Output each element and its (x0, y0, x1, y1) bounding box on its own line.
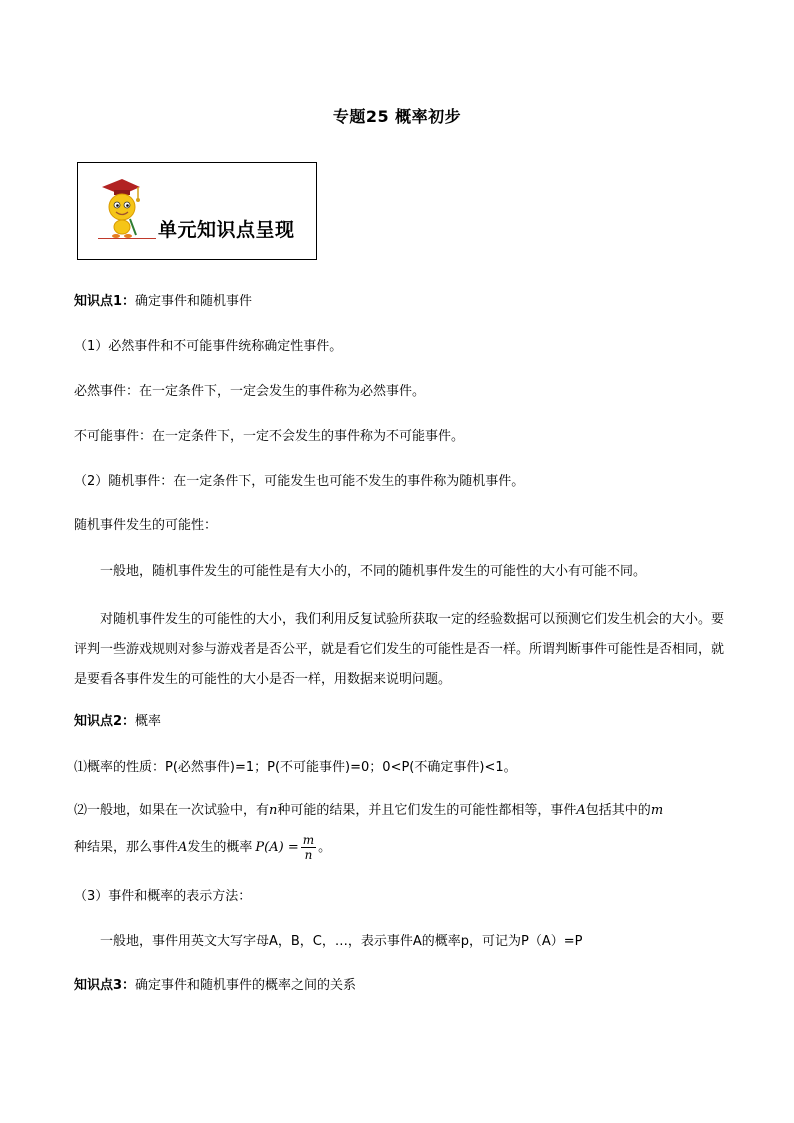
kp2-heading-text: 概率 (135, 714, 162, 729)
kp2-line-1: ⑴概率的性质：P(必然事件)=1；P(不可能事件)=0；0<P(不确定事件)<1。 (74, 760, 517, 775)
kp2-line-3-text-a: 种结果，那么事件 (74, 840, 179, 855)
kp1-heading-text: 确定事件和随机事件 (135, 294, 253, 309)
kp1-line-4: （2）随机事件：在一定条件下，可能发生也可能不发生的事件称为随机事件。 (74, 474, 525, 489)
fraction-numerator: m (302, 833, 315, 847)
scholar-mascot-icon (96, 175, 140, 241)
kp1-paragraph-1: 一般地，随机事件发生的可能性是有大小的，不同的随机事件发生的可能性的大小有可能不同。 (100, 564, 647, 579)
kp1-line-3: 不可能事件：在一定条件下，一定不会发生的事件称为不可能事件。 (74, 429, 465, 444)
kp1-line-2: 必然事件：在一定条件下，一定会发生的事件称为必然事件。 (74, 384, 426, 399)
kp2-line-5: 一般地，事件用英文大写字母A，B，C，…，表示事件A的概率p，可记为P（A）=P (100, 934, 583, 949)
kp1-heading-label: 知识点1： (74, 294, 136, 309)
kp3-heading (74, 976, 724, 996)
kp2-line-2-text-a: ⑵一般地，如果在一次试验中，有 (74, 803, 270, 818)
kp2-heading-label: 知识点2： (74, 714, 136, 729)
section-banner (77, 162, 317, 260)
kp1-paragraph-2: 对随机事件发生的可能性的大小，我们利用反复试验所获取一定的经验数据可以预测它们发生机会的大小。要评判一些游戏规则对参与游戏者是否公平，就是看它们发生的可能性是否一样。所谓判断事件可能性是否相同，就是要看各事件发生的可能性的大小是否一样，用数据来说明问题。 (74, 612, 725, 687)
kp1-line-1: （1）必然事件和不可能事件统称确定性事件。 (74, 339, 343, 354)
kp1-line-5: 随机事件发生的可能性： (74, 518, 218, 533)
formula-lhs: P(A) = (255, 840, 299, 855)
page-title: 专题25 概率初步 (332, 107, 462, 126)
banner-label: 单元知识点呈现 (158, 219, 295, 241)
kp3-heading-label: 知识点3： (74, 978, 136, 993)
kp2-heading (74, 712, 724, 732)
kp2-line-4: （3）事件和概率的表示方法： (74, 889, 252, 904)
kp2-line-3-end: 。 (318, 840, 332, 855)
formula-fraction (301, 833, 316, 862)
variable-m: m (650, 803, 664, 818)
fraction-denominator: n (304, 848, 313, 862)
kp2-line-2 (74, 801, 724, 821)
kp2-line-3 (74, 832, 724, 864)
kp2-line-3-text-b: 发生的概率 (187, 840, 253, 855)
kp2-line-2-text-b: 种可能的结果，并且它们发生的可能性都相等，事件 (277, 803, 577, 818)
kp1-heading (74, 292, 724, 312)
banner-rule (98, 238, 156, 239)
kp3-heading-text: 确定事件和随机事件的概率之间的关系 (135, 978, 357, 993)
variable-A: A (576, 803, 586, 818)
variable-n: n (269, 803, 278, 818)
variable-A-2: A (178, 840, 188, 855)
kp2-line-2-text-c: 包括其中的 (585, 803, 651, 818)
